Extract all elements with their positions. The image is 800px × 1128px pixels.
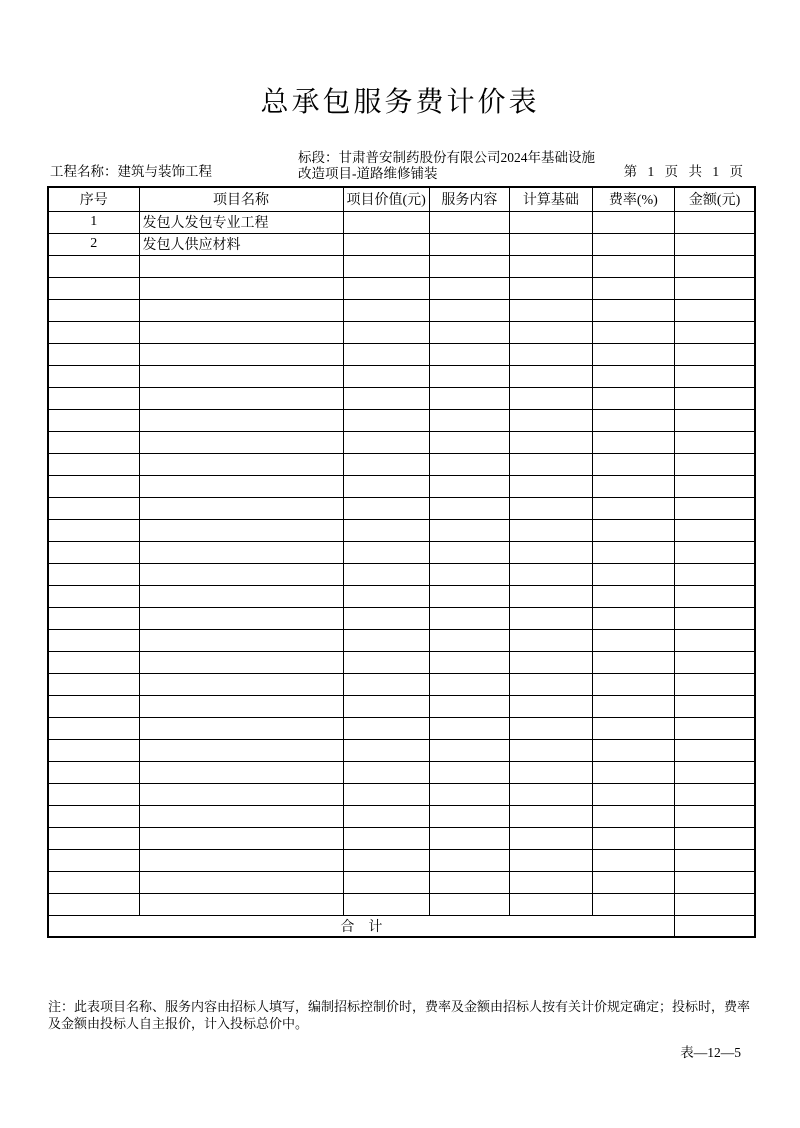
cell-rate bbox=[592, 211, 674, 233]
section-line2: 改造项目-道路维修铺装 bbox=[298, 166, 438, 181]
table-row bbox=[48, 651, 755, 673]
cell-service bbox=[429, 827, 509, 849]
cell-rate bbox=[592, 607, 674, 629]
cell-service bbox=[429, 299, 509, 321]
cell-amount bbox=[674, 255, 755, 277]
fee-table bbox=[47, 186, 756, 938]
cell-name bbox=[139, 629, 343, 651]
cell-seq bbox=[48, 717, 139, 739]
cell-amount bbox=[674, 497, 755, 519]
cell-service bbox=[429, 321, 509, 343]
cell-rate bbox=[592, 409, 674, 431]
cell-seq bbox=[48, 783, 139, 805]
cell-basis bbox=[509, 849, 592, 871]
cell-basis bbox=[509, 343, 592, 365]
cell-basis bbox=[509, 783, 592, 805]
cell-basis bbox=[509, 717, 592, 739]
cell-name bbox=[139, 871, 343, 893]
cell-name bbox=[139, 475, 343, 497]
cell-service bbox=[429, 211, 509, 233]
cell-seq bbox=[48, 277, 139, 299]
cell-name bbox=[139, 343, 343, 365]
cell-service bbox=[429, 233, 509, 255]
cell-service bbox=[429, 651, 509, 673]
cell-amount bbox=[674, 629, 755, 651]
cell-amount bbox=[674, 849, 755, 871]
cell-basis bbox=[509, 871, 592, 893]
cell-name bbox=[139, 893, 343, 915]
cell-seq bbox=[48, 651, 139, 673]
cell-rate bbox=[592, 431, 674, 453]
cell-amount bbox=[674, 431, 755, 453]
table-row bbox=[48, 695, 755, 717]
cell-seq bbox=[48, 475, 139, 497]
total-label-cell: 合 计 bbox=[48, 915, 674, 937]
cell-amount bbox=[674, 805, 755, 827]
table-row bbox=[48, 629, 755, 651]
form-code: 表—12—5 bbox=[680, 1045, 741, 1060]
cell-basis bbox=[509, 365, 592, 387]
header-meta bbox=[48, 142, 755, 182]
cell-service bbox=[429, 629, 509, 651]
table-row bbox=[48, 497, 755, 519]
cell-rate bbox=[592, 783, 674, 805]
cell-value bbox=[343, 431, 429, 453]
cell-name bbox=[139, 431, 343, 453]
cell-basis bbox=[509, 827, 592, 849]
cell-seq bbox=[48, 299, 139, 321]
cell-seq bbox=[48, 453, 139, 475]
cell-service bbox=[429, 541, 509, 563]
cell-value bbox=[343, 453, 429, 475]
table-row bbox=[48, 299, 755, 321]
cell-name bbox=[139, 387, 343, 409]
cell-basis bbox=[509, 893, 592, 915]
cell-value bbox=[343, 321, 429, 343]
cell-seq bbox=[48, 343, 139, 365]
cell-seq bbox=[48, 893, 139, 915]
cell-value bbox=[343, 299, 429, 321]
cell-rate bbox=[592, 849, 674, 871]
table-row bbox=[48, 453, 755, 475]
header-col-2: 项目价值(元) bbox=[343, 187, 429, 211]
cell-name bbox=[139, 695, 343, 717]
cell-service bbox=[429, 739, 509, 761]
cell-rate bbox=[592, 453, 674, 475]
table-row bbox=[48, 607, 755, 629]
project-name-label: 工程名称：建筑与装饰工程 bbox=[50, 164, 212, 179]
cell-service bbox=[429, 387, 509, 409]
cell-amount bbox=[674, 673, 755, 695]
cell-amount bbox=[674, 343, 755, 365]
cell-amount bbox=[674, 321, 755, 343]
cell-rate bbox=[592, 629, 674, 651]
cell-amount bbox=[674, 893, 755, 915]
cell-basis bbox=[509, 563, 592, 585]
cell-seq bbox=[48, 255, 139, 277]
section-label bbox=[298, 150, 618, 182]
cell-basis bbox=[509, 387, 592, 409]
table-row bbox=[48, 277, 755, 299]
cell-name bbox=[139, 519, 343, 541]
cell-value bbox=[343, 739, 429, 761]
table-row bbox=[48, 673, 755, 695]
table-row bbox=[48, 761, 755, 783]
cell-value bbox=[343, 629, 429, 651]
cell-seq bbox=[48, 629, 139, 651]
cell-rate bbox=[592, 761, 674, 783]
cell-amount bbox=[674, 519, 755, 541]
cell-amount bbox=[674, 409, 755, 431]
cell-amount bbox=[674, 761, 755, 783]
total-row bbox=[48, 915, 755, 937]
cell-value bbox=[343, 255, 429, 277]
cell-seq bbox=[48, 365, 139, 387]
cell-amount bbox=[674, 585, 755, 607]
cell-name bbox=[139, 277, 343, 299]
cell-name bbox=[139, 739, 343, 761]
cell-name bbox=[139, 783, 343, 805]
cell-seq bbox=[48, 387, 139, 409]
cell-basis bbox=[509, 497, 592, 519]
cell-basis bbox=[509, 211, 592, 233]
cell-name bbox=[139, 717, 343, 739]
cell-rate bbox=[592, 475, 674, 497]
cell-basis bbox=[509, 321, 592, 343]
cell-service bbox=[429, 563, 509, 585]
table-row bbox=[48, 717, 755, 739]
cell-rate bbox=[592, 717, 674, 739]
cell-seq bbox=[48, 739, 139, 761]
cell-name bbox=[139, 585, 343, 607]
table-row bbox=[48, 585, 755, 607]
cell-rate bbox=[592, 563, 674, 585]
cell-service bbox=[429, 761, 509, 783]
cell-seq bbox=[48, 497, 139, 519]
cell-name bbox=[139, 255, 343, 277]
table-row bbox=[48, 475, 755, 497]
cell-seq bbox=[48, 321, 139, 343]
table-row bbox=[48, 783, 755, 805]
cell-value bbox=[343, 585, 429, 607]
cell-rate bbox=[592, 893, 674, 915]
cell-seq bbox=[48, 409, 139, 431]
cell-value bbox=[343, 233, 429, 255]
table-row bbox=[48, 321, 755, 343]
cell-amount bbox=[674, 827, 755, 849]
cell-seq bbox=[48, 541, 139, 563]
cell-rate bbox=[592, 321, 674, 343]
cell-basis bbox=[509, 541, 592, 563]
cell-name bbox=[139, 805, 343, 827]
cell-basis bbox=[509, 453, 592, 475]
cell-rate bbox=[592, 805, 674, 827]
cell-rate bbox=[592, 387, 674, 409]
cell-basis bbox=[509, 431, 592, 453]
cell-name bbox=[139, 497, 343, 519]
table-row bbox=[48, 387, 755, 409]
cell-service bbox=[429, 585, 509, 607]
cell-basis bbox=[509, 475, 592, 497]
header-col-3: 服务内容 bbox=[429, 187, 509, 211]
cell-basis bbox=[509, 277, 592, 299]
header-col-4: 计算基础 bbox=[509, 187, 592, 211]
cell-value bbox=[343, 695, 429, 717]
cell-value bbox=[343, 783, 429, 805]
cell-basis bbox=[509, 233, 592, 255]
cell-rate bbox=[592, 497, 674, 519]
cell-value bbox=[343, 893, 429, 915]
cell-value bbox=[343, 409, 429, 431]
cell-name bbox=[139, 541, 343, 563]
cell-rate bbox=[592, 871, 674, 893]
cell-value bbox=[343, 365, 429, 387]
cell-value bbox=[343, 277, 429, 299]
cell-value bbox=[343, 519, 429, 541]
table-row bbox=[48, 893, 755, 915]
cell-rate bbox=[592, 695, 674, 717]
cell-basis bbox=[509, 673, 592, 695]
header-col-1: 项目名称 bbox=[139, 187, 343, 211]
cell-name bbox=[139, 563, 343, 585]
cell-service bbox=[429, 255, 509, 277]
cell-name bbox=[139, 673, 343, 695]
fee-table-head bbox=[48, 187, 755, 211]
cell-name bbox=[139, 453, 343, 475]
cell-service bbox=[429, 893, 509, 915]
cell-basis bbox=[509, 651, 592, 673]
fee-table-body bbox=[48, 211, 755, 937]
cell-rate bbox=[592, 277, 674, 299]
cell-service bbox=[429, 277, 509, 299]
header-col-5: 费率(%) bbox=[592, 187, 674, 211]
cell-amount bbox=[674, 871, 755, 893]
cell-value bbox=[343, 673, 429, 695]
header-col-0: 序号 bbox=[48, 187, 139, 211]
cell-service bbox=[429, 805, 509, 827]
table-row bbox=[48, 431, 755, 453]
cell-service bbox=[429, 871, 509, 893]
table-row bbox=[48, 211, 755, 233]
cell-rate bbox=[592, 519, 674, 541]
cell-seq bbox=[48, 849, 139, 871]
cell-seq bbox=[48, 871, 139, 893]
cell-service bbox=[429, 695, 509, 717]
table-row bbox=[48, 519, 755, 541]
cell-basis bbox=[509, 585, 592, 607]
header-row bbox=[48, 187, 755, 211]
table-row bbox=[48, 541, 755, 563]
header-col-6: 金额(元) bbox=[674, 187, 755, 211]
cell-rate bbox=[592, 739, 674, 761]
cell-service bbox=[429, 607, 509, 629]
cell-name bbox=[139, 651, 343, 673]
cell-basis bbox=[509, 761, 592, 783]
table-row bbox=[48, 805, 755, 827]
cell-value bbox=[343, 761, 429, 783]
cell-seq bbox=[48, 695, 139, 717]
cell-amount bbox=[674, 541, 755, 563]
cell-amount bbox=[674, 695, 755, 717]
cell-rate bbox=[592, 585, 674, 607]
page-title: 总承包服务费计价表 bbox=[260, 87, 540, 118]
cell-seq bbox=[48, 563, 139, 585]
cell-value bbox=[343, 475, 429, 497]
cell-basis bbox=[509, 519, 592, 541]
cell-rate bbox=[592, 541, 674, 563]
cell-rate bbox=[592, 343, 674, 365]
cell-basis bbox=[509, 629, 592, 651]
cell-name bbox=[139, 849, 343, 871]
cell-seq: 2 bbox=[48, 233, 139, 255]
cell-value bbox=[343, 849, 429, 871]
cell-basis bbox=[509, 805, 592, 827]
cell-amount bbox=[674, 453, 755, 475]
table-row bbox=[48, 409, 755, 431]
total-amount-cell bbox=[674, 915, 755, 937]
cell-rate bbox=[592, 651, 674, 673]
cell-service bbox=[429, 365, 509, 387]
table-row bbox=[48, 255, 755, 277]
page-number-label: 第 1 页 共 1 页 bbox=[623, 164, 743, 179]
cell-amount bbox=[674, 365, 755, 387]
cell-service bbox=[429, 783, 509, 805]
table-row bbox=[48, 849, 755, 871]
cell-value bbox=[343, 717, 429, 739]
cell-amount bbox=[674, 475, 755, 497]
cell-value bbox=[343, 387, 429, 409]
cell-basis bbox=[509, 695, 592, 717]
cell-value bbox=[343, 343, 429, 365]
cell-seq bbox=[48, 607, 139, 629]
cell-value bbox=[343, 651, 429, 673]
cell-seq bbox=[48, 585, 139, 607]
cell-value bbox=[343, 211, 429, 233]
cell-service bbox=[429, 343, 509, 365]
cell-amount bbox=[674, 717, 755, 739]
cell-service bbox=[429, 431, 509, 453]
cell-amount bbox=[674, 739, 755, 761]
cell-basis bbox=[509, 255, 592, 277]
table-row bbox=[48, 343, 755, 365]
cell-amount bbox=[674, 277, 755, 299]
cell-service bbox=[429, 453, 509, 475]
cell-amount bbox=[674, 299, 755, 321]
cell-amount bbox=[674, 211, 755, 233]
cell-name bbox=[139, 321, 343, 343]
cell-amount bbox=[674, 563, 755, 585]
cell-amount bbox=[674, 607, 755, 629]
cell-amount bbox=[674, 783, 755, 805]
cell-value bbox=[343, 497, 429, 519]
cell-seq bbox=[48, 519, 139, 541]
cell-value bbox=[343, 607, 429, 629]
cell-amount bbox=[674, 387, 755, 409]
cell-seq bbox=[48, 673, 139, 695]
cell-seq bbox=[48, 761, 139, 783]
cell-basis bbox=[509, 299, 592, 321]
cell-name: 发包人供应材料 bbox=[139, 233, 343, 255]
cell-seq bbox=[48, 827, 139, 849]
cell-value bbox=[343, 827, 429, 849]
table-row bbox=[48, 365, 755, 387]
footnote: 注：此表项目名称、服务内容由招标人填写，编制招标控制价时，费率及金额由招标人按有关计价规定确定；投标时，费率及金额由投标人自主报价，计入投标总价中。 bbox=[48, 999, 751, 1031]
cell-seq bbox=[48, 805, 139, 827]
cell-rate bbox=[592, 233, 674, 255]
cell-rate bbox=[592, 255, 674, 277]
cell-basis bbox=[509, 607, 592, 629]
cell-service bbox=[429, 519, 509, 541]
cell-service bbox=[429, 849, 509, 871]
table-row bbox=[48, 871, 755, 893]
cell-name bbox=[139, 299, 343, 321]
cell-service bbox=[429, 409, 509, 431]
cell-value bbox=[343, 805, 429, 827]
cell-seq bbox=[48, 431, 139, 453]
cell-seq: 1 bbox=[48, 211, 139, 233]
cell-service bbox=[429, 497, 509, 519]
cell-value bbox=[343, 541, 429, 563]
cell-rate bbox=[592, 827, 674, 849]
table-row bbox=[48, 563, 755, 585]
cell-amount bbox=[674, 651, 755, 673]
cell-service bbox=[429, 717, 509, 739]
cell-service bbox=[429, 673, 509, 695]
cell-basis bbox=[509, 409, 592, 431]
cell-rate bbox=[592, 673, 674, 695]
table-row bbox=[48, 739, 755, 761]
cell-basis bbox=[509, 739, 592, 761]
cell-service bbox=[429, 475, 509, 497]
cell-name bbox=[139, 761, 343, 783]
cell-name: 发包人发包专业工程 bbox=[139, 211, 343, 233]
table-row bbox=[48, 827, 755, 849]
cell-rate bbox=[592, 299, 674, 321]
cell-amount bbox=[674, 233, 755, 255]
cell-name bbox=[139, 827, 343, 849]
cell-name bbox=[139, 607, 343, 629]
cell-rate bbox=[592, 365, 674, 387]
cell-name bbox=[139, 365, 343, 387]
section-line1: 标段：甘肃普安制药股份有限公司2024年基础设施 bbox=[298, 150, 595, 165]
cell-value bbox=[343, 871, 429, 893]
cell-name bbox=[139, 409, 343, 431]
table-row bbox=[48, 233, 755, 255]
cell-value bbox=[343, 563, 429, 585]
